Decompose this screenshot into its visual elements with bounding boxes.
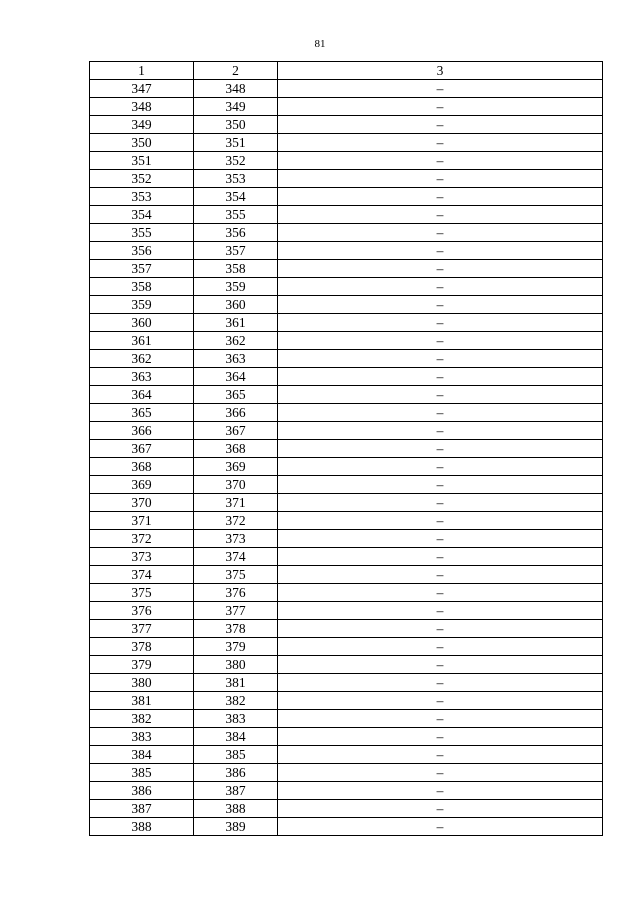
table-cell: –: [278, 764, 603, 782]
table-row: [90, 800, 603, 818]
table-cell: 360: [90, 314, 194, 332]
table-row: [90, 152, 603, 170]
table-row: [90, 206, 603, 224]
table-cell: 373: [194, 530, 278, 548]
table-cell: 357: [90, 260, 194, 278]
table-cell: –: [278, 818, 603, 836]
table-cell: 380: [194, 656, 278, 674]
table-cell: –: [278, 152, 603, 170]
table-cell: –: [278, 386, 603, 404]
table-cell: 349: [194, 98, 278, 116]
table-cell: –: [278, 584, 603, 602]
table-cell: 383: [90, 728, 194, 746]
data-table: [89, 61, 603, 836]
table-cell: –: [278, 224, 603, 242]
table-header-row: [90, 62, 603, 80]
table-cell: 368: [194, 440, 278, 458]
table-body: [90, 80, 603, 836]
table-cell: 367: [90, 440, 194, 458]
table-row: [90, 440, 603, 458]
table-row: [90, 458, 603, 476]
table-row: [90, 728, 603, 746]
table-cell: 376: [194, 584, 278, 602]
table-cell: 377: [194, 602, 278, 620]
table-cell: –: [278, 602, 603, 620]
table-cell: –: [278, 476, 603, 494]
table-row: [90, 80, 603, 98]
table-cell: 355: [194, 206, 278, 224]
table-cell: 379: [90, 656, 194, 674]
table-cell: –: [278, 206, 603, 224]
table-cell: –: [278, 170, 603, 188]
table-cell: 352: [90, 170, 194, 188]
table-cell: –: [278, 728, 603, 746]
table-cell: 364: [194, 368, 278, 386]
table-cell: 350: [194, 116, 278, 134]
table-cell: 372: [90, 530, 194, 548]
page-number: 81: [314, 38, 326, 50]
table-row: [90, 548, 603, 566]
table-row: [90, 512, 603, 530]
table-row: [90, 764, 603, 782]
table-row: [90, 134, 603, 152]
table-cell: –: [278, 692, 603, 710]
table-cell: 356: [194, 224, 278, 242]
table-cell: 365: [194, 386, 278, 404]
table-cell: 348: [90, 98, 194, 116]
table-cell: 369: [90, 476, 194, 494]
table-cell: –: [278, 296, 603, 314]
table-cell: 384: [194, 728, 278, 746]
table-cell: –: [278, 800, 603, 818]
table-cell: –: [278, 116, 603, 134]
table-cell: –: [278, 242, 603, 260]
table-cell: –: [278, 260, 603, 278]
table-cell: –: [278, 134, 603, 152]
table-cell: –: [278, 620, 603, 638]
table-row: [90, 620, 603, 638]
table-row: [90, 368, 603, 386]
table-cell: 376: [90, 602, 194, 620]
column-header: 1: [90, 62, 194, 80]
table-cell: –: [278, 710, 603, 728]
table-cell: –: [278, 188, 603, 206]
table-cell: –: [278, 80, 603, 98]
table-cell: 354: [194, 188, 278, 206]
table-cell: –: [278, 494, 603, 512]
table-cell: 354: [90, 206, 194, 224]
table-cell: 366: [194, 404, 278, 422]
table-cell: 389: [194, 818, 278, 836]
table-cell: 384: [90, 746, 194, 764]
table-row: [90, 170, 603, 188]
table-row: [90, 638, 603, 656]
table-row: [90, 656, 603, 674]
table-cell: –: [278, 674, 603, 692]
table-cell: –: [278, 746, 603, 764]
table-cell: 360: [194, 296, 278, 314]
table-cell: 374: [194, 548, 278, 566]
table-cell: 368: [90, 458, 194, 476]
table-cell: –: [278, 422, 603, 440]
table-cell: –: [278, 512, 603, 530]
table-cell: –: [278, 530, 603, 548]
table-cell: 353: [194, 170, 278, 188]
table-row: [90, 242, 603, 260]
table-cell: 347: [90, 80, 194, 98]
table-cell: 386: [90, 782, 194, 800]
table-cell: 351: [90, 152, 194, 170]
table-cell: 375: [90, 584, 194, 602]
table-cell: 375: [194, 566, 278, 584]
table-cell: 363: [90, 368, 194, 386]
table-row: [90, 602, 603, 620]
table-cell: 374: [90, 566, 194, 584]
table-row: [90, 566, 603, 584]
table-cell: 352: [194, 152, 278, 170]
table-row: [90, 494, 603, 512]
table-cell: 348: [194, 80, 278, 98]
table-row: [90, 350, 603, 368]
table-cell: 370: [90, 494, 194, 512]
table-cell: 357: [194, 242, 278, 260]
table-cell: –: [278, 404, 603, 422]
table-cell: –: [278, 782, 603, 800]
table-cell: 369: [194, 458, 278, 476]
table-cell: 362: [194, 332, 278, 350]
table-row: [90, 746, 603, 764]
table-cell: –: [278, 332, 603, 350]
table-cell: –: [278, 314, 603, 332]
table-cell: 359: [194, 278, 278, 296]
table-cell: 378: [90, 638, 194, 656]
table-row: [90, 422, 603, 440]
table-row: [90, 386, 603, 404]
table-cell: 355: [90, 224, 194, 242]
table-row: [90, 278, 603, 296]
table-cell: 381: [90, 692, 194, 710]
table-header: [90, 62, 603, 80]
table-cell: 385: [90, 764, 194, 782]
table-cell: 378: [194, 620, 278, 638]
table-cell: 358: [90, 278, 194, 296]
table-cell: 382: [194, 692, 278, 710]
table-cell: 377: [90, 620, 194, 638]
table-cell: 379: [194, 638, 278, 656]
table-cell: 353: [90, 188, 194, 206]
table-row: [90, 224, 603, 242]
table-cell: 380: [90, 674, 194, 692]
table-row: [90, 818, 603, 836]
table-cell: 350: [90, 134, 194, 152]
table-row: [90, 710, 603, 728]
table-row: [90, 530, 603, 548]
table-cell: 387: [90, 800, 194, 818]
table-cell: 359: [90, 296, 194, 314]
table-cell: 387: [194, 782, 278, 800]
table-cell: 365: [90, 404, 194, 422]
table-cell: –: [278, 566, 603, 584]
table-cell: 362: [90, 350, 194, 368]
table-row: [90, 584, 603, 602]
column-header: 3: [278, 62, 603, 80]
table-cell: 385: [194, 746, 278, 764]
table-cell: 358: [194, 260, 278, 278]
column-header: 2: [194, 62, 278, 80]
table-cell: 373: [90, 548, 194, 566]
table-cell: 388: [194, 800, 278, 818]
table-cell: 383: [194, 710, 278, 728]
table-cell: 366: [90, 422, 194, 440]
table-cell: 372: [194, 512, 278, 530]
table-cell: –: [278, 278, 603, 296]
table-row: [90, 296, 603, 314]
table-cell: 349: [90, 116, 194, 134]
table-cell: 364: [90, 386, 194, 404]
table-cell: –: [278, 440, 603, 458]
table-row: [90, 332, 603, 350]
table-cell: –: [278, 98, 603, 116]
table-cell: 361: [90, 332, 194, 350]
table-cell: 370: [194, 476, 278, 494]
table-cell: 363: [194, 350, 278, 368]
table-cell: 371: [194, 494, 278, 512]
table-cell: 388: [90, 818, 194, 836]
table-cell: –: [278, 368, 603, 386]
table-cell: –: [278, 350, 603, 368]
table-row: [90, 188, 603, 206]
table-row: [90, 404, 603, 422]
table-row: [90, 314, 603, 332]
table-cell: 386: [194, 764, 278, 782]
table-row: [90, 476, 603, 494]
table-cell: –: [278, 638, 603, 656]
table-row: [90, 98, 603, 116]
table-cell: 382: [90, 710, 194, 728]
table-row: [90, 260, 603, 278]
table-cell: –: [278, 548, 603, 566]
table-cell: 351: [194, 134, 278, 152]
table-cell: 371: [90, 512, 194, 530]
table-row: [90, 692, 603, 710]
table-cell: 361: [194, 314, 278, 332]
table-row: [90, 116, 603, 134]
table-cell: 356: [90, 242, 194, 260]
table-row: [90, 782, 603, 800]
table-row: [90, 674, 603, 692]
table-cell: 367: [194, 422, 278, 440]
table-cell: –: [278, 656, 603, 674]
table-cell: –: [278, 458, 603, 476]
table-cell: 381: [194, 674, 278, 692]
